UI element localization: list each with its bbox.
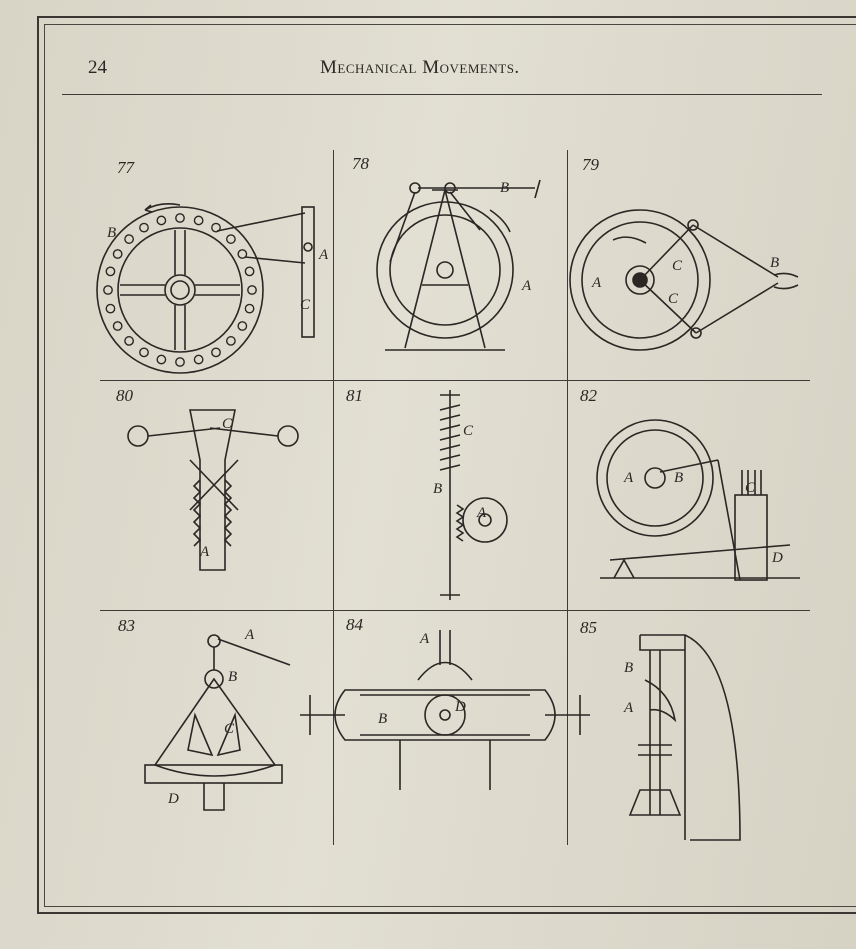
fig82-label-d: D — [772, 550, 783, 566]
fig80-label-c: C — [222, 416, 233, 432]
fig81-label-a: A — [477, 505, 487, 521]
fig82-label-a: A — [624, 470, 634, 486]
grid-horizontal-1 — [100, 380, 810, 381]
figure-80-number: 80 — [116, 386, 133, 405]
figure-79-illustration — [568, 195, 813, 365]
fig83-label-b: B — [228, 669, 238, 685]
fig80-label-a: A — [200, 544, 210, 560]
fig85-label-a: A — [624, 700, 634, 716]
fig84-label-b: B — [378, 711, 388, 727]
fig78-label-b: B — [500, 180, 510, 196]
fig77-label-b: B — [107, 225, 117, 241]
fig81-label-c: C — [463, 423, 474, 439]
fig84-label-d: D — [455, 699, 466, 715]
figure-77-illustration — [95, 185, 335, 375]
grid-horizontal-2 — [100, 610, 810, 611]
running-title: Mechanical Movements. — [320, 57, 520, 78]
fig82-label-b: B — [674, 470, 684, 486]
figure-81-illustration — [425, 385, 525, 605]
figure-83-number: 83 — [118, 616, 135, 635]
fig83-label-c: C — [224, 721, 235, 737]
figure-82-number: 82 — [580, 386, 597, 405]
fig78-label-a: A — [522, 278, 532, 294]
figure-85-illustration — [600, 630, 810, 845]
figure-78-number: 78 — [352, 154, 369, 173]
figure-81-number: 81 — [346, 386, 363, 405]
fig81-label-b: B — [433, 481, 443, 497]
figure-78-illustration — [370, 170, 570, 360]
figure-84-illustration — [300, 625, 590, 800]
fig82-label-c: C — [745, 480, 756, 496]
fig83-label-a: A — [245, 627, 255, 643]
page-number: 24 — [88, 57, 107, 78]
fig77-label-a: A — [319, 247, 329, 263]
figure-79-number: 79 — [582, 155, 599, 174]
fig85-label-b: B — [624, 660, 634, 676]
header-rule — [62, 94, 822, 95]
fig77-label-c: C — [300, 297, 311, 313]
figure-77-number: 77 — [117, 158, 134, 177]
fig79-label-c2: C — [668, 291, 679, 307]
fig79-label-a: A — [592, 275, 602, 291]
fig79-label-b: B — [770, 255, 780, 271]
figure-85-number: 85 — [580, 618, 597, 637]
fig84-label-a: A — [420, 631, 430, 647]
figure-82-illustration — [590, 410, 805, 600]
figure-84-number: 84 — [346, 615, 363, 634]
figure-80-illustration — [120, 400, 310, 580]
fig83-label-d: D — [168, 791, 179, 807]
fig79-label-c1: C — [672, 258, 683, 274]
